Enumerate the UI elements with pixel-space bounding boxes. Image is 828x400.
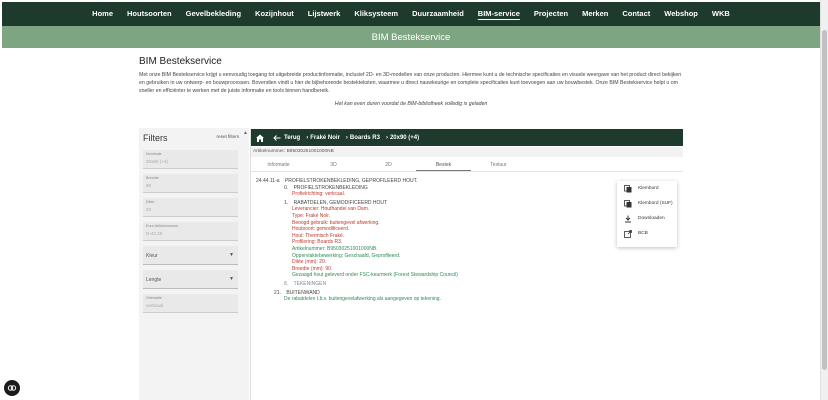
spec-item-title: RABATDELEN, GEMODIFICEERD HOUT <box>293 199 388 206</box>
nav-item-home[interactable]: Home <box>92 9 114 18</box>
spec-detail: Beoogd gebruik: buitengevel afwerking. <box>292 219 380 226</box>
filter-select-label: Kleur <box>146 253 158 259</box>
product-detail-panel <box>250 129 682 400</box>
tab-informatie[interactable]: Informatie <box>267 162 290 168</box>
spec-item-title: TEKENINGEN <box>293 280 327 287</box>
action-label: Klembord <box>638 186 659 191</box>
filters-scrollbar[interactable] <box>241 128 249 400</box>
chevron-right-icon: › <box>385 134 388 141</box>
page-scrollbar-thumb[interactable] <box>822 30 827 370</box>
tab-bestek[interactable]: Bestek <box>416 158 471 171</box>
spec-detail: Dikte (mm): 20. <box>292 259 327 266</box>
breadcrumb-label: Boards R3 <box>349 134 380 141</box>
spec-detail: Leverancier: Houthandel van Dam. <box>292 206 370 213</box>
copy-icon <box>624 200 632 208</box>
spec-item-row <box>256 200 611 207</box>
spec-item-number: 0. <box>284 184 289 191</box>
intro-text: Met onze BIM Bestekservice krijgt u eenvoudig toegang tot uitgebreide productinformatie, inclusief 2D- en 3D-modellen van onze producten. Hiermee kunt u de technische specificaties en visuele weergave van het product direct bekijken en gebruiken in uw ontwerp- en bouwprocessen. Bovendien vindt u hier de bijbehorende bestekteksten, waarmee u direct nauwkeurige en complete specificaties kunt toevoegen aan uw bouwbestek. Onze BIM Bestekservice helpt u om sneller en efficiënter te werken met de juiste informatie en tools binnen handbereik. <box>139 72 682 95</box>
tab-textuur[interactable]: Textuur <box>490 162 507 168</box>
nav-item-webshop[interactable]: Webshop <box>664 9 698 18</box>
spec-detail-row <box>256 266 611 273</box>
nav-item-projecten[interactable]: Projecten <box>533 9 569 18</box>
filter-field-value: 20 <box>146 207 152 212</box>
filter-field-value: D-42,20 <box>146 231 163 236</box>
filter-field-breedte[interactable] <box>143 174 238 193</box>
spec-detail-row <box>256 191 611 198</box>
action-label: Downloaden <box>638 216 665 221</box>
download-button[interactable] <box>617 211 677 226</box>
banner-title: BIM Bestekservice <box>371 31 451 43</box>
tab-2d[interactable]: 2D <box>385 162 392 168</box>
bcb-button[interactable] <box>617 226 677 241</box>
spec-detail: Type: Fraké Noir. <box>292 212 331 219</box>
scroll-up-icon[interactable]: ▲ <box>243 130 248 136</box>
filter-field-label: Nominale <box>146 152 162 156</box>
spec-detail: Hout: Thermisch Fraké. <box>292 232 345 239</box>
filter-select-kleur[interactable] <box>143 246 238 265</box>
export-actions-menu <box>617 181 677 247</box>
spec-detail-row <box>256 220 611 227</box>
spec-detail: Gezaagd hout geleverd onder FSC-keurmerk (Forest Stewardship Council) <box>292 272 458 279</box>
chat-icon <box>7 383 17 393</box>
spec-detail: Profilering: Boards R3. <box>292 239 343 246</box>
nav-item-bim-service[interactable]: BIM-service <box>477 9 520 18</box>
spec-item-number: 1. <box>284 199 289 206</box>
filter-field-label: Oriëntatie <box>146 296 162 300</box>
arrow-left-icon <box>273 135 281 141</box>
page-scrollbar[interactable] <box>820 0 828 400</box>
spec-detail-row <box>256 226 611 233</box>
detail-tabs <box>251 158 683 172</box>
breadcrumb-item[interactable] <box>386 135 419 141</box>
copy-clipboard-button[interactable] <box>617 181 677 196</box>
filter-field-orientatie[interactable] <box>143 294 238 313</box>
filter-field-label: Breedte <box>146 176 159 180</box>
spec-detail: Artikelnummer: B95030251001000NB. <box>292 245 378 252</box>
filter-field-nominale[interactable] <box>143 150 238 169</box>
spec-detail-row <box>256 233 611 240</box>
filter-field-label: Dikte <box>146 200 155 204</box>
filters-title: Filters <box>143 133 168 143</box>
spec-heading-row <box>256 178 611 185</box>
nav-item-contact[interactable]: Contact <box>622 9 651 18</box>
spec-detail: Oppervlaktebewerking: Geschaafd, Geprofileerd. <box>292 252 401 259</box>
bestek-specification <box>256 178 611 303</box>
spec-detail-row <box>256 272 611 279</box>
breadcrumb-item[interactable] <box>306 135 340 141</box>
tab-3d[interactable]: 3D <box>330 162 337 168</box>
filter-field-dikte[interactable] <box>143 198 238 217</box>
back-button[interactable] <box>273 135 300 141</box>
spec-detail-row <box>256 206 611 213</box>
breadcrumb-label: 20x90 (+4) <box>389 134 420 141</box>
spec-detail-row <box>256 253 611 260</box>
copy-icon <box>624 185 632 193</box>
action-label: BCB <box>638 231 648 236</box>
spec-item-row <box>256 185 611 192</box>
chat-widget-button[interactable] <box>4 380 20 396</box>
intro-section <box>139 56 683 107</box>
spec-item-row <box>256 281 611 288</box>
top-navigation <box>0 0 828 26</box>
spec-detail-row <box>256 213 611 220</box>
spec-detail: Houtsoort: gemodificeerd. <box>292 226 350 233</box>
breadcrumb-item[interactable] <box>346 135 380 141</box>
back-label: Terug <box>284 134 301 141</box>
spec-item-title: PROFIELSTROKENBEKLEDING <box>293 184 368 191</box>
spec-heading: PROFIELSTROKENBEKLEDING, GEPROFILEERD HOUT. <box>284 178 418 184</box>
filter-field-label: Euro Artikelnummer <box>146 224 179 228</box>
nav-item-houtsoorten[interactable]: Houtsoorten <box>127 9 172 18</box>
caret-down-icon: ▼ <box>229 276 234 282</box>
spec-detail-row <box>256 296 611 303</box>
filter-field-euro-artikelnummer[interactable] <box>143 222 238 241</box>
spec-item-number: 8. <box>284 280 289 287</box>
spec-detail: De rabatdelen t.b.v. buitengevelafwerking als aangegeven op tekening. <box>284 296 441 303</box>
spec-detail: Profielrichting: verticaal. <box>292 191 346 198</box>
spec-code: 24.44.11-a <box>256 178 280 184</box>
spec-item-title: BUITENWAND <box>286 289 320 296</box>
filter-field-value: 20x90 (+4) <box>146 159 169 164</box>
filter-field-value: verticaal <box>146 303 164 308</box>
article-number-bar: Artikelnummer: B95030251001000NB <box>251 147 683 157</box>
nav-item-merken[interactable]: Merken <box>582 9 609 18</box>
nav-item-kliksysteem[interactable]: Kliksysteem <box>354 9 399 18</box>
top-navigation-bar <box>2 2 820 26</box>
spec-detail-row <box>256 239 611 246</box>
nav-item-duurzaamheid[interactable]: Duurzaamheid <box>412 9 464 18</box>
spec-detail-row <box>256 259 611 266</box>
external-link-icon <box>624 230 632 238</box>
breadcrumb-label: Fraké Noir <box>310 134 340 141</box>
filter-select-label: Lengte <box>146 277 162 283</box>
spec-item-number: 21. <box>274 289 281 296</box>
nav-item-lijstwerk[interactable]: Lijstwerk <box>307 9 341 18</box>
filters-panel <box>139 128 249 400</box>
download-icon <box>624 215 632 223</box>
spec-detail-row <box>256 246 611 253</box>
action-label: Klembord (SUF) <box>638 201 673 206</box>
breadcrumb <box>251 129 683 146</box>
filter-field-value: 90 <box>146 183 152 188</box>
filter-select-lengte[interactable] <box>143 270 238 289</box>
loading-note: Het kan even duren voordat de BIM-bibliotheek volledig is geladen <box>334 100 488 107</box>
chevron-right-icon: › <box>306 134 309 141</box>
intro-title: BIM Bestekservice <box>139 56 222 67</box>
chevron-right-icon: › <box>345 134 348 141</box>
nav-item-gevelbekleding[interactable]: Gevelbekleding <box>185 9 242 18</box>
home-icon[interactable] <box>255 133 265 143</box>
spec-detail: Breedte (mm): 90. <box>292 265 333 272</box>
reset-filters-link[interactable]: reset filters <box>216 134 239 139</box>
nav-item-kozijnhout[interactable]: Kozijnhout <box>255 9 294 18</box>
spec-item-row <box>256 290 611 297</box>
page-banner <box>2 26 820 48</box>
nav-item-wkb[interactable]: WKB <box>711 9 730 18</box>
caret-down-icon: ▼ <box>229 252 234 258</box>
filters-header <box>139 128 249 148</box>
copy-clipboard-suf-button[interactable] <box>617 196 677 211</box>
